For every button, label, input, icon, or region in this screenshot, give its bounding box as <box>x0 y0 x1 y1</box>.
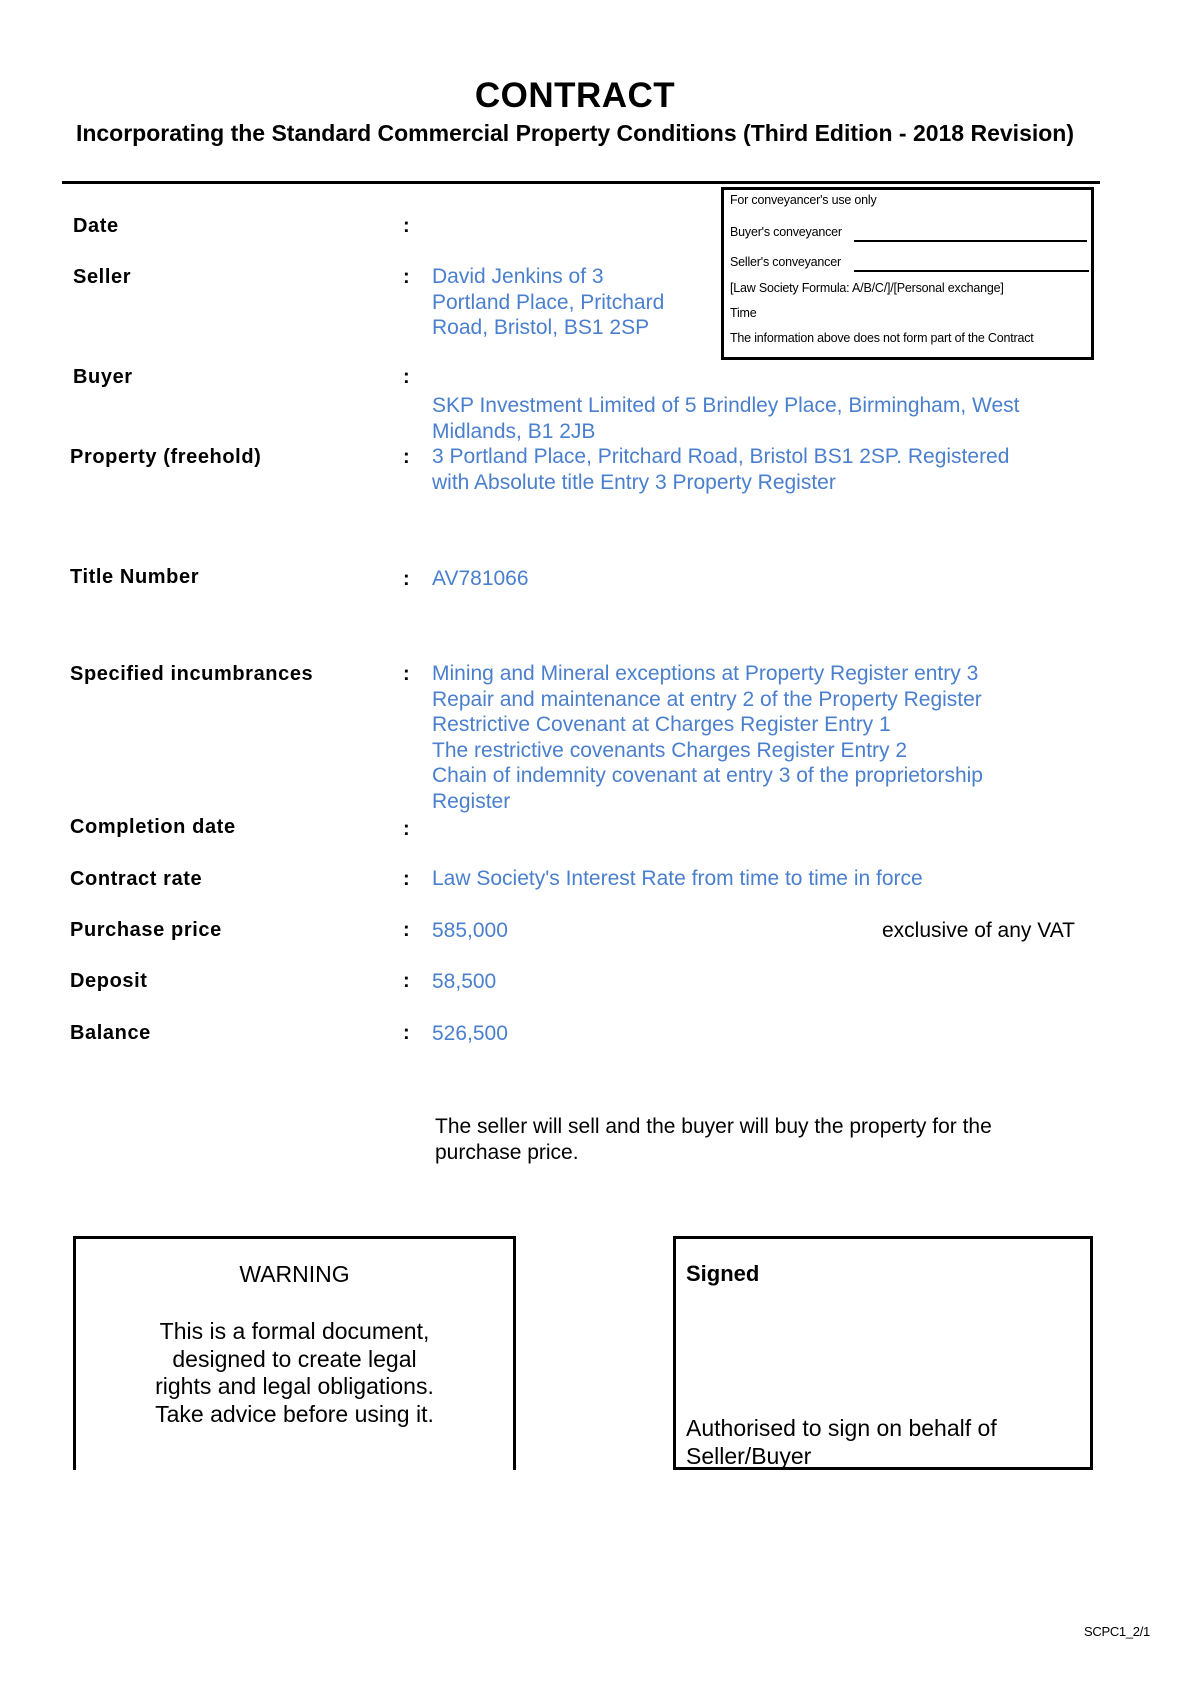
buyer-conveyancer-label: Buyer's conveyancer <box>730 225 842 239</box>
signed-box <box>673 1236 1093 1470</box>
balance-colon: : <box>403 1022 410 1044</box>
page-subtitle: Incorporating the Standard Commercial Property Conditions (Third Edition - 2018 Revision) <box>75 120 1075 146</box>
buyer-value: SKP Investment Limited of 5 Brindley Place, Birmingham, West Midlands, B1 2JB <box>432 394 1020 443</box>
completion-date-label: Completion date <box>70 816 236 838</box>
property-value: 3 Portland Place, Pritchard Road, Bristol BS1 2SP. Registered with Absolute title Entry 3 Property Register <box>432 445 1010 494</box>
header-divider <box>62 181 1100 184</box>
contract-rate-label: Contract rate <box>70 868 203 890</box>
seller-value: David Jenkins of 3 Portland Place, Pritchard Road, Bristol, BS1 2SP <box>432 265 665 339</box>
warning-text: This is a formal document, designed to create legal rights and legal obligations. Take advice before using it. <box>155 1318 434 1427</box>
incumbrances-colon: : <box>403 663 410 685</box>
contract-rate-colon: : <box>403 868 410 890</box>
seller-conveyancer-line <box>854 270 1089 272</box>
signed-authorisation: Authorised to sign on behalf of Seller/Buyer <box>686 1415 997 1469</box>
completion-date-colon: : <box>403 818 410 840</box>
agreement-text: The seller will sell and the buyer will buy the property for the purchase price. <box>435 1115 992 1164</box>
incumbrances-label: Specified incumbrances <box>70 663 314 685</box>
buyer-label: Buyer <box>73 366 133 388</box>
purchase-price-value: 585,000 <box>432 919 508 942</box>
purchase-price-colon: : <box>403 919 410 941</box>
page-title: CONTRACT <box>474 76 676 115</box>
conveyancer-use-box <box>721 187 1094 360</box>
law-society-formula: [Law Society Formula: A/B/C/]/[Personal exchange] <box>730 281 1004 295</box>
document-reference: SCPC1_2/1 <box>1084 1624 1150 1639</box>
deposit-label: Deposit <box>70 970 148 992</box>
title-number-colon: : <box>403 568 410 590</box>
deposit-colon: : <box>403 970 410 992</box>
warning-box <box>73 1236 516 1470</box>
deposit-value: 58,500 <box>432 970 497 993</box>
balance-label: Balance <box>70 1022 151 1044</box>
time-label: Time <box>730 306 757 320</box>
balance-value: 526,500 <box>432 1022 508 1045</box>
date-label: Date <box>73 215 119 237</box>
date-colon: : <box>403 215 410 237</box>
property-colon: : <box>403 446 410 468</box>
seller-conveyancer-label: Seller's conveyancer <box>730 255 841 269</box>
vat-note: exclusive of any VAT <box>882 919 1075 942</box>
buyer-colon: : <box>403 366 410 388</box>
buyer-conveyancer-line <box>854 240 1087 242</box>
conveyancer-note: The information above does not form part of the Contract <box>730 331 1034 345</box>
warning-heading: WARNING <box>239 1261 350 1287</box>
conveyancer-heading: For conveyancer's use only <box>730 193 877 207</box>
seller-label: Seller <box>73 266 132 288</box>
seller-colon: : <box>403 266 410 288</box>
title-number-value: AV781066 <box>432 567 529 590</box>
signed-heading: Signed <box>686 1261 760 1286</box>
incumbrances-value: Mining and Mineral exceptions at Property Register entry 3 Repair and maintenance at entry 2 of the Property Register Restrictive Covenant at Charges Register Entry 1 The restrictive covenants Charges Register Entry 2 Chain of indemnity covenant at entry 3 of the proprietorship Register <box>432 662 983 813</box>
title-number-label: Title Number <box>70 566 200 588</box>
property-label: Property (freehold) <box>70 446 262 468</box>
contract-rate-value: Law Society's Interest Rate from time to time in force <box>432 867 923 890</box>
purchase-price-label: Purchase price <box>70 919 222 941</box>
